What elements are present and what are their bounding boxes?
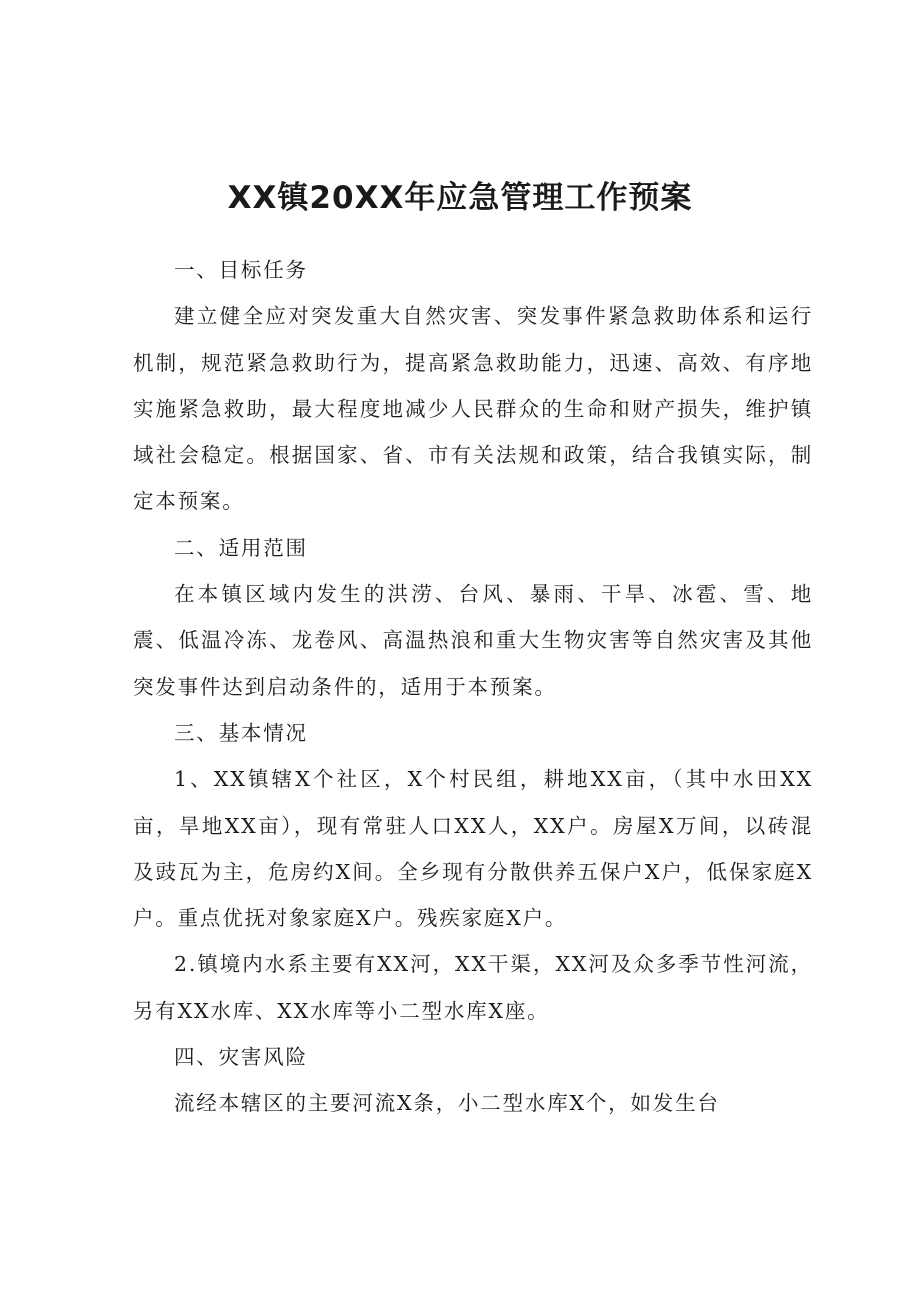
document-title: XX镇20XX年应急管理工作预案 [227, 180, 693, 216]
paragraph-basic-info-1: 1、XX镇辖X个社区，X个村民组，耕地XX亩，（其中水田XX亩，旱地XX亩），现有常驻人口XX人，XX户。房屋X万间，以砖混及豉瓦为主，危房约X间。全乡现有分散供养五保户X户，低保家庭X户。重点优抚对象家庭X户。残疾家庭X户。 [133, 767, 813, 931]
section-heading-scope: 二、适用范围 [174, 535, 308, 560]
section-heading-goals: 一、目标任务 [174, 258, 308, 282]
paragraph-basic-info-2: 2.镇境内水系主要有XX河，XX干渠，XX河及众多季节性河流，另有XX水库、XX水库等小二型水库X座。 [133, 952, 813, 1023]
document-body [133, 247, 813, 1127]
paragraph-risks: 流经本辖区的主要河流X条，小二型水库X个，如发生台 [174, 1091, 720, 1116]
section-heading-basic-info: 三、基本情况 [174, 720, 308, 745]
paragraph-scope: 在本镇区域内发生的洪涝、台风、暴雨、干旱、冰雹、雪、地震、低温冷冻、龙卷风、高温热浪和重大生物灾害等自然灾害及其他突发事件达到启动条件的，适用于本预案。 [133, 582, 813, 699]
paragraph-goals: 建立健全应对突发重大自然灾害、突发事件紧急救助体系和运行机制，规范紧急救助行为，提高紧急救助能力，迅速、高效、有序地实施紧急救助，最大程度地减少人民群众的生命和财产损失，维护镇域社会稳定。根据国家、省、市有关法规和政策，结合我镇实际，制定本预案。 [133, 304, 813, 514]
section-heading-risks: 四、灾害风险 [174, 1045, 308, 1070]
